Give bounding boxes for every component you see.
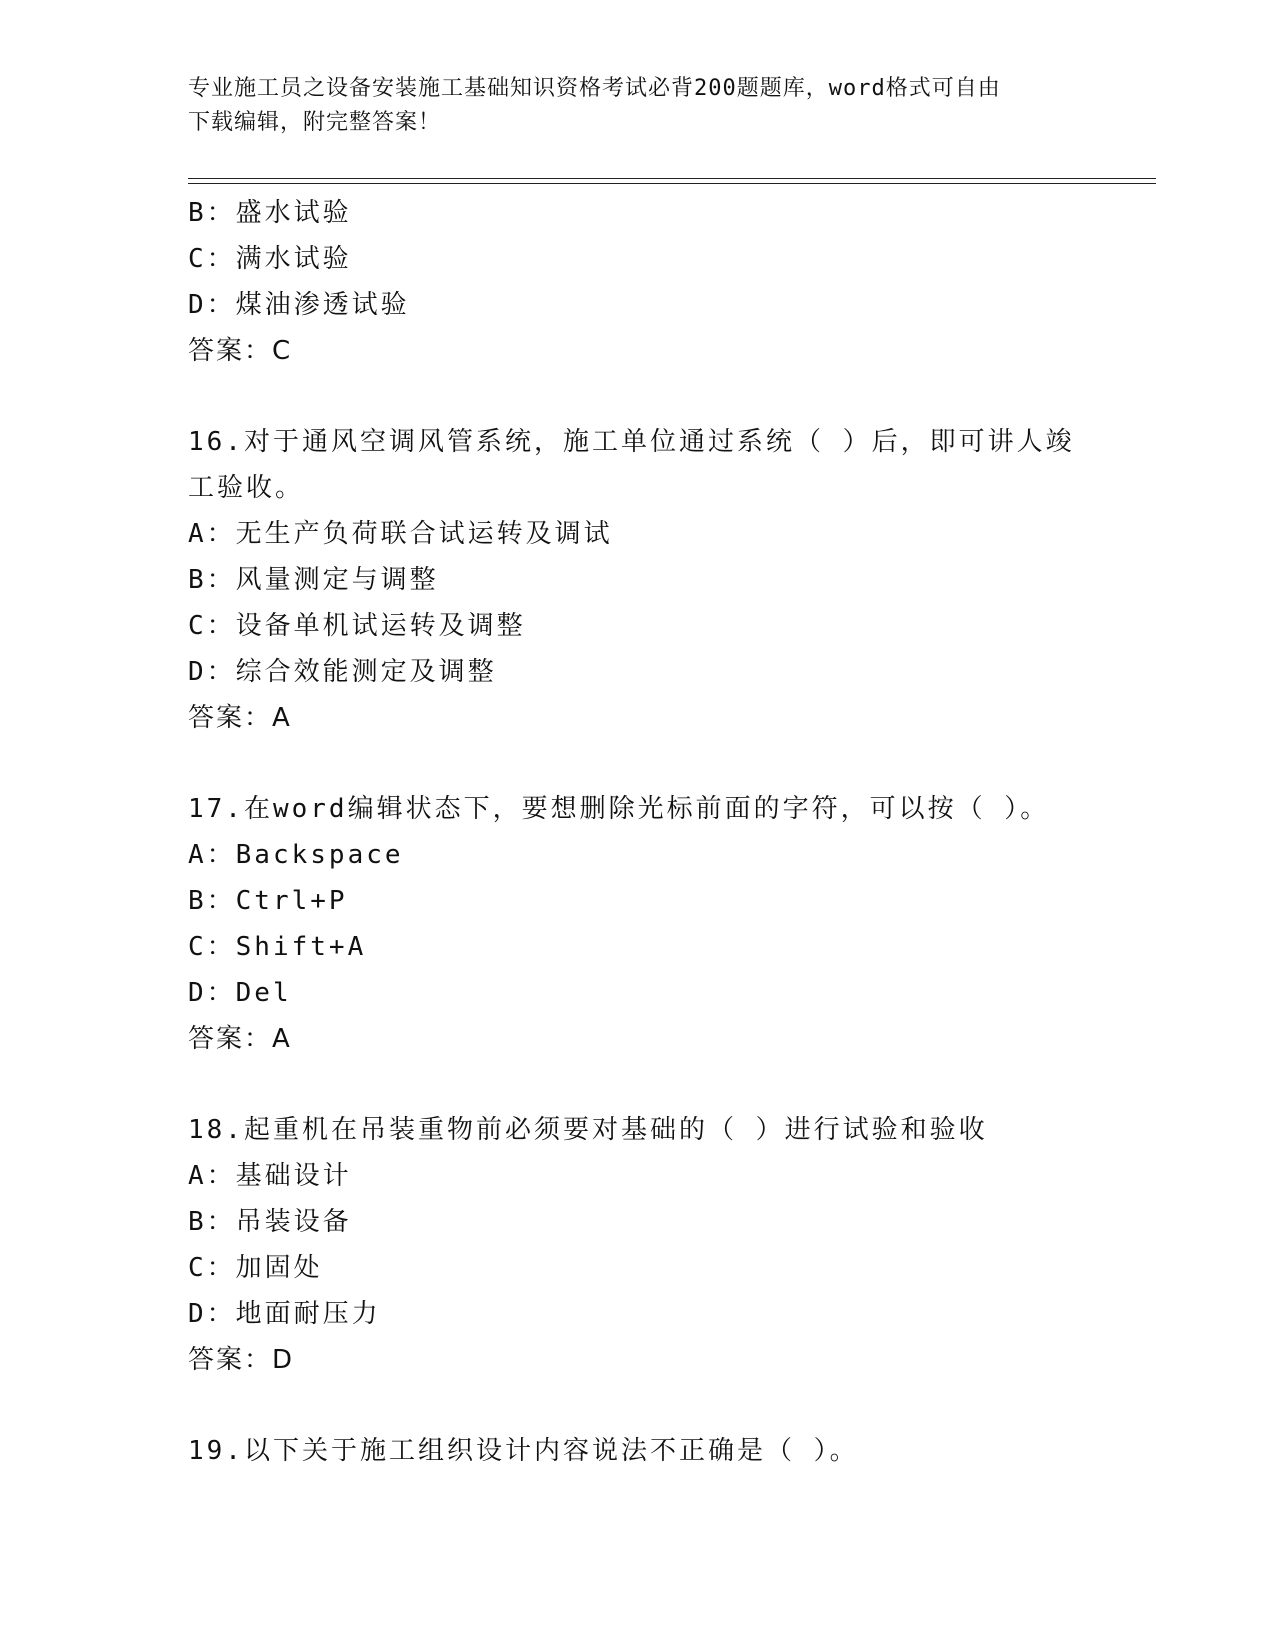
q17-option-a: A：Backspace <box>188 840 404 870</box>
q18-answer: 答案：D <box>188 1345 295 1375</box>
q18-option-b: B：吊装设备 <box>188 1207 352 1237</box>
q16-question-line-1: 16.对于通风空调风管系统，施工单位通过系统（ ）后，即可讲人竣 <box>188 427 1075 457</box>
question-list <box>188 190 1088 1474</box>
question-15 <box>188 190 1088 374</box>
q15-option-d: D：煤油渗透试验 <box>188 290 410 320</box>
q17-question: 17.在word编辑状态下，要想删除光标前面的字符，可以按（ ）。 <box>188 794 1050 824</box>
q17-option-d: D：Del <box>188 978 292 1008</box>
q16-question-line-2: 工验收。 <box>188 473 305 503</box>
q18-option-d: D：地面耐压力 <box>188 1299 381 1329</box>
q17-option-c: C：Shift+A <box>188 932 367 962</box>
header-line-2: 下载编辑，附完整答案！ <box>188 110 442 135</box>
question-19 <box>188 1428 1088 1474</box>
q16-option-a: A：无生产负荷联合试运转及调试 <box>188 519 613 549</box>
question-17 <box>188 786 1088 1062</box>
header-divider-top <box>188 178 1156 179</box>
question-18 <box>188 1107 1088 1383</box>
document-header <box>188 72 1068 140</box>
q15-option-b: B：盛水试验 <box>188 198 352 228</box>
q18-option-a: A：基础设计 <box>188 1161 352 1191</box>
q16-option-d: D：综合效能测定及调整 <box>188 657 497 687</box>
q16-option-c: C：设备单机试运转及调整 <box>188 611 526 641</box>
q16-option-b: B：风量测定与调整 <box>188 565 439 595</box>
q19-question: 19.以下关于施工组织设计内容说法不正确是（ ）。 <box>188 1436 859 1466</box>
q18-option-c: C：加固处 <box>188 1253 323 1283</box>
header-divider-bottom <box>188 183 1156 184</box>
q17-answer: 答案：A <box>188 1024 292 1054</box>
q15-option-c: C：满水试验 <box>188 244 352 274</box>
q18-question: 18.起重机在吊装重物前必须要对基础的（ ）进行试验和验收 <box>188 1115 988 1145</box>
q17-option-b: B：Ctrl+P <box>188 886 348 916</box>
q15-answer: 答案：C <box>188 336 293 366</box>
q16-answer: 答案：A <box>188 703 292 733</box>
header-line-1: 专业施工员之设备安装施工基础知识资格考试必背200题题库，word格式可自由 <box>188 76 1001 101</box>
question-16 <box>188 419 1088 741</box>
